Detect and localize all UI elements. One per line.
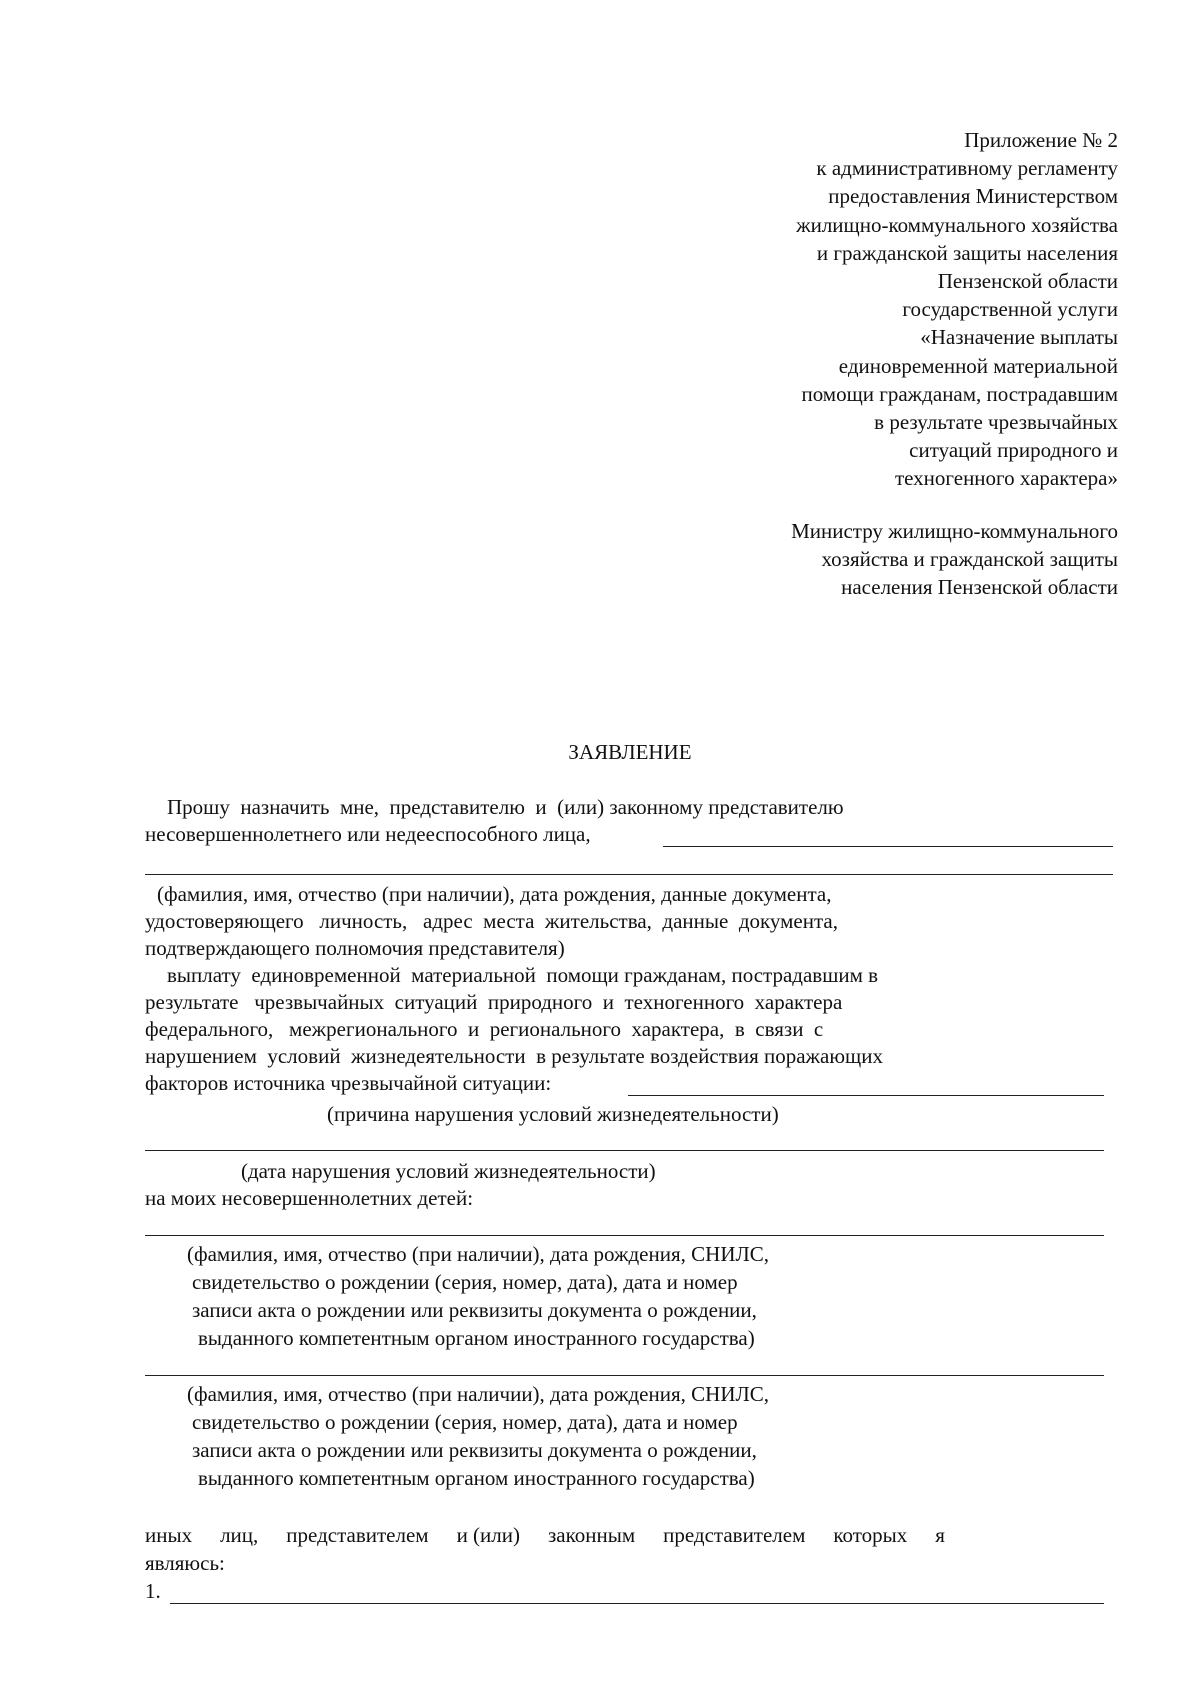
appendix-line-9: единовременной материальной	[838, 353, 1118, 378]
document-title: ЗАЯВЛЕНИЕ	[568, 740, 692, 764]
appendix-line-4: жилищно-коммунального хозяйства	[796, 212, 1118, 237]
appendix-line-12: ситуаций природного и	[909, 438, 1118, 463]
appendix-line-6: Пензенской области	[937, 269, 1118, 294]
appendix-line-7: государственной услуги	[902, 297, 1118, 322]
date-hint: (дата нарушения условий жизнедеятельности)	[241, 1159, 656, 1183]
child-1-hint-4: выданного компетентным органом иностранного государства)	[198, 1326, 755, 1350]
others-line-1	[145, 1521, 945, 1549]
payment-line-3: федерального, межрегионального и регионального характера, в связи с	[145, 1017, 824, 1041]
applicant-hint-1: (фамилия, имя, отчество (при наличии), дата рождения, данные документа,	[157, 882, 832, 906]
child-1-input-line[interactable]	[145, 1235, 1104, 1236]
appendix-line-5: и гражданской защиты населения	[816, 240, 1118, 265]
reason-hint: (причина нарушения условий жизнедеятельности)	[327, 1102, 779, 1126]
item-1-label: 1.	[145, 1579, 161, 1603]
child-1-hint-1: (фамилия, имя, отчество (при наличии), дата рождения, СНИЛС,	[187, 1242, 769, 1266]
reason-input-line-1[interactable]	[628, 1095, 1104, 1096]
payment-line-4: нарушением условий жизнедеятельности в результате воздействия поражающих	[145, 1044, 883, 1068]
date-input-line[interactable]	[145, 1150, 1104, 1151]
child-1-hint-2: свидетельство о рождении (серия, номер, дата), дата и номер	[192, 1270, 738, 1294]
appendix-line-11: в результате чрезвычайных	[874, 410, 1118, 435]
payment-line-5: факторов источника чрезвычайной ситуации:	[145, 1071, 552, 1095]
appendix-line-1: Приложение № 2	[964, 128, 1118, 152]
applicant-input-line-2[interactable]	[145, 874, 1113, 875]
addressee-block	[791, 517, 1118, 602]
applicant-hint-2: удостоверяющего личность, адрес места жительства, данные документа,	[145, 909, 838, 933]
appendix-line-8: «Назначение выплаты	[920, 325, 1118, 350]
child-2-hint-4: выданного компетентным органом иностранного государства)	[198, 1466, 755, 1490]
child-2-hint-1: (фамилия, имя, отчество (при наличии), дата рождения, СНИЛС,	[187, 1382, 769, 1406]
others-word: и (или)	[456, 1523, 520, 1547]
others-word: которых	[833, 1523, 908, 1547]
others-word: иных	[145, 1523, 193, 1547]
item-1-input-line[interactable]	[170, 1603, 1104, 1604]
child-2-hint-2: свидетельство о рождении (серия, номер, дата), дата и номер	[192, 1410, 738, 1434]
others-word: лиц,	[220, 1523, 259, 1547]
others-word: я	[935, 1523, 945, 1547]
children-intro: на моих несовершеннолетних детей:	[145, 1186, 474, 1210]
others-word: представителем	[663, 1523, 806, 1547]
appendix-line-13: техногенного характера»	[894, 466, 1118, 491]
child-2-hint-3: записи акта о рождении или реквизиты документа о рождении,	[192, 1438, 757, 1462]
appendix-line-3: предоставления Министерством	[828, 184, 1118, 209]
child-2-input-line[interactable]	[145, 1375, 1104, 1376]
payment-line-2: результате чрезвычайных ситуаций природного и техногенного характера	[145, 990, 843, 1014]
applicant-input-line-1[interactable]	[663, 846, 1113, 847]
appendix-header	[796, 126, 1118, 493]
addressee-line-2: хозяйства и гражданской защиты	[821, 547, 1118, 572]
addressee-line-1: Министру жилищно-коммунального	[791, 519, 1118, 543]
others-line-2: являюсь:	[145, 1551, 225, 1575]
intro-line-1: Прошу назначить мне, представителю и (или) законному представителю	[167, 795, 844, 819]
payment-line-1: выплату единовременной материальной помощи гражданам, пострадавшим в	[167, 963, 879, 987]
child-1-hint-3: записи акта о рождении или реквизиты документа о рождении,	[192, 1298, 757, 1322]
appendix-line-10: помощи гражданам, пострадавшим	[801, 381, 1118, 406]
addressee-line-3: населения Пензенской области	[841, 575, 1118, 600]
applicant-hint-3: подтверждающего полномочия представителя)	[145, 936, 565, 960]
intro-line-2: несовершеннолетнего или недееспособного лица,	[145, 822, 591, 846]
appendix-line-2: к административному регламенту	[816, 156, 1118, 181]
others-word: законным	[547, 1523, 636, 1547]
others-word: представителем	[286, 1523, 429, 1547]
